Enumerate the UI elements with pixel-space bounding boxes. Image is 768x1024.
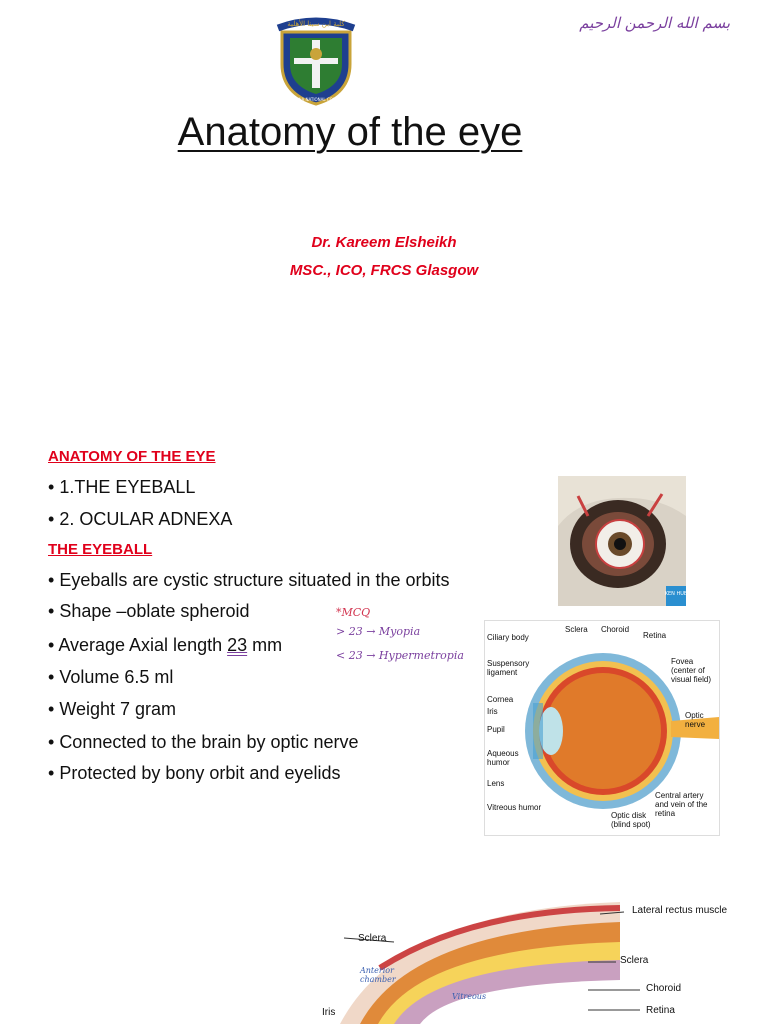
logo-top-text: كلية ابن سينا الأهلية [287, 20, 345, 28]
kenhub-badge: KEN HUB [664, 591, 686, 597]
label-choroid: Choroid [601, 625, 630, 634]
bullet-volume: • Volume 6.5 ml [48, 667, 173, 688]
college-logo [272, 14, 360, 106]
slide-title: Anatomy of the eye [177, 110, 523, 154]
label-iris: Iris [487, 707, 498, 716]
eye-wall-layers-slide [0, 880, 768, 1024]
label-vitreous-humor: Vitreous humor [487, 803, 542, 812]
author-name: Dr. Kareem Elsheikh [311, 234, 457, 251]
section-heading-eyeball: THE EYEBALL [48, 541, 153, 558]
bullet-optic-nerve: • Connected to the brain by optic nerve [48, 732, 359, 753]
author-credentials: MSC., ICO, FRCS Glasgow [289, 262, 479, 279]
note-mcq: *MCQ [336, 606, 371, 619]
bullet-shape: • Shape –oblate spheroid [48, 601, 249, 622]
list-item: • 2. OCULAR ADNEXA [48, 509, 232, 530]
label-iris-bottom: Iris [322, 1007, 336, 1018]
basmala-handwriting: بسم الله الرحمن الرحيم [579, 14, 730, 32]
axial-text: Average Axial length [58, 635, 228, 655]
bullet-weight: • Weight 7 gram [48, 699, 176, 720]
label-cornea: Cornea [487, 695, 514, 704]
note-vitreous: Vitreous [452, 992, 487, 1001]
label-choroid-bottom: Choroid [646, 983, 682, 994]
bullet-protection: • Protected by bony orbit and eyelids [48, 763, 340, 784]
eyeball-slide [0, 430, 768, 850]
bullet-cystic: • Eyeballs are cystic structure situated in the orbits [48, 570, 450, 591]
list-item: • 1.THE EYEBALL [48, 477, 195, 498]
label-sclera: Sclera [565, 625, 588, 634]
label-retina-bottom: Retina [646, 1005, 675, 1016]
label-lens: Lens [487, 779, 505, 788]
label-sclera-left: Sclera [358, 933, 387, 944]
axial-value: 23 [227, 635, 248, 655]
eye-wall-layers-drawing [0, 880, 768, 1024]
skull-orbit-photo [558, 476, 686, 606]
label-pupil: Pupil [487, 725, 505, 734]
label-optic-disk: Optic disk (blind spot) [611, 811, 651, 829]
label-lateral-rectus: Lateral rectus muscle [632, 905, 728, 916]
label-suspensory-ligament: Suspensory ligament [487, 659, 530, 677]
label-optic-nerve: Optic nerve [685, 711, 706, 729]
eyeball-cross-section-diagram [484, 620, 720, 836]
skull-orbit-image [558, 476, 686, 606]
label-fovea: Fovea (center of visual field) [671, 657, 712, 684]
label-sclera-right: Sclera [620, 955, 649, 966]
label-ciliary-body: Ciliary body [487, 633, 529, 642]
note-hypermetropia: < 23 → Hypermetropia [336, 649, 464, 662]
label-central-artery: Central artery and vein of the retina [655, 791, 708, 818]
label-retina: Retina [643, 631, 667, 640]
section-heading-anatomy: ANATOMY OF THE EYE [48, 448, 216, 465]
bullet-axial-length [48, 635, 282, 656]
note-myopia: > 23 → Myopia [336, 625, 421, 638]
logo-bottom-text: IBN SINA NATIONAL COLLEGE [286, 97, 346, 102]
note-anterior-chamber: Anterior chamber [360, 966, 396, 984]
label-aqueous-humor: Aqueous humor [487, 749, 519, 767]
axial-unit: mm [247, 635, 283, 655]
title-slide [0, 0, 768, 410]
